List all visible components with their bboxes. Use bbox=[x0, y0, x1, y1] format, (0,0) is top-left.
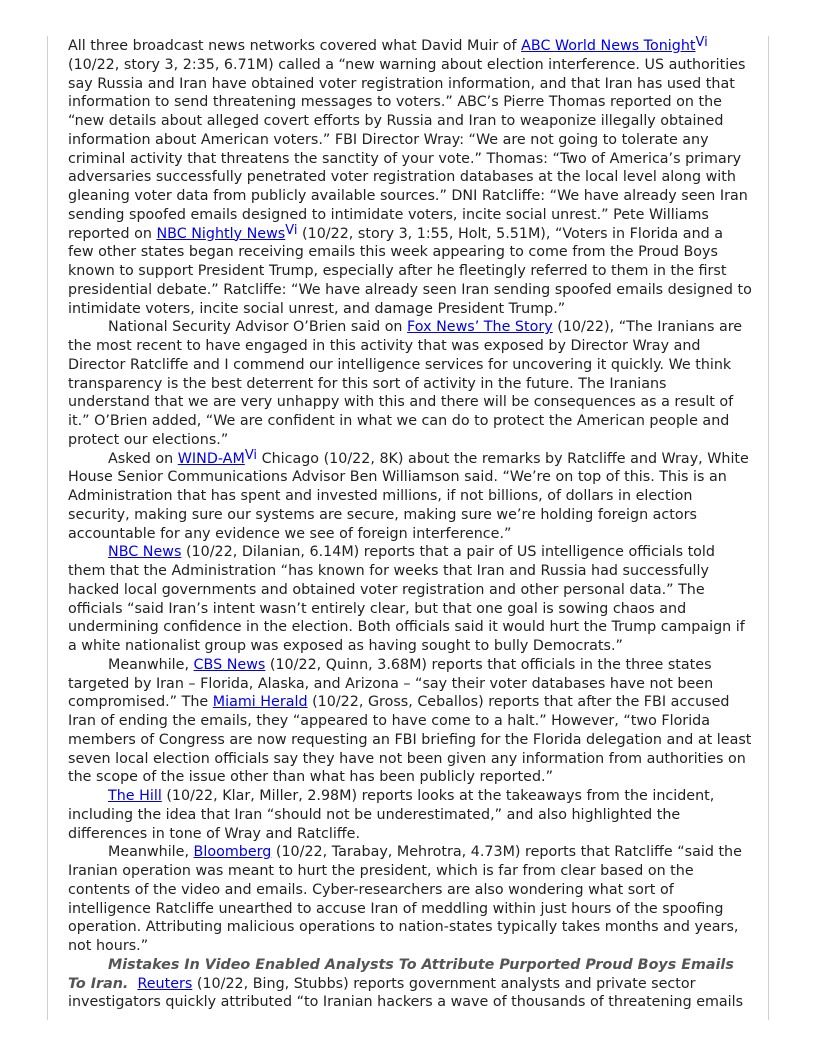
paragraph-the-hill: The Hill (10/22, Klar, Miller, 2.98M) reports looks at the takeaways from the incident, including the idea that Iran “should not be underestimated,” and also highlighted the differences in tone of Wray and Ratcliffe. bbox=[68, 788, 715, 842]
paragraph-cbs-miami: Meanwhile, CBS News (10/22, Quinn, 3.68M) reports that officials in the three states targeted by Iran – Florida, Alaska, and Arizona – “say their voter databases have not been compromised.” The Miami Herald (10/22, Gross, Ceballos) reports that after the FBI accused Iran of ending the emails, they “appeared to have come to a halt.” However, “two Florida members of Congress are now requesting an FBI briefing for the Florida delegation and at least seven local election officials say they have not been given any information from authorities on the scope of the issue other than what has been publicly reported.” bbox=[68, 656, 752, 786]
section-headline: Mistakes In Video Enabled Analysts To Attribute Purported Proud Boys Emails To Iran. bbox=[68, 956, 734, 992]
nbc-nightly-news-link[interactable]: NBC Nightly News bbox=[156, 225, 286, 242]
video-icon[interactable]: Vi bbox=[244, 447, 258, 463]
wind-am-link[interactable]: WIND-AM bbox=[177, 450, 245, 467]
bloomberg-link[interactable]: Bloomberg bbox=[193, 844, 272, 861]
nbc-news-link[interactable]: NBC News bbox=[108, 544, 182, 561]
right-margin-rule bbox=[768, 36, 769, 1020]
fox-news-the-story-link[interactable]: Fox News’ The Story bbox=[407, 319, 553, 336]
miami-herald-link[interactable]: Miami Herald bbox=[212, 694, 308, 711]
left-margin-rule bbox=[47, 36, 48, 1020]
video-icon[interactable]: Vi bbox=[695, 35, 708, 50]
the-hill-link[interactable]: The Hill bbox=[108, 788, 162, 804]
paragraph-bloomberg: Meanwhile, Bloomberg (10/22, Tarabay, Mehrotra, 4.73M) reports that Ratcliffe “said the Iranian operation was meant to hurt the president, which is far from clear based on the contents of the video and emails. Cyber-researchers are also wondering what sort of intelligence Ratcliffe unearthed to accuse Iran of meddling within just hours of the spoofing operation. Attributing malicious operations to nation-states typically takes months and years, not hours.” bbox=[68, 844, 742, 954]
reuters-link[interactable]: Reuters bbox=[137, 975, 193, 992]
abc-world-news-tonight-link[interactable]: ABC World News Tonight bbox=[521, 38, 696, 54]
paragraph-obrien: National Security Advisor O’Brien said on Fox News’ The Story (10/22), “The Iranians are the most recent to have engaged in this activity that was exposed by Director Wray and Director Ratcliffe and I commend our intelligence services for uncovering it quickly. We think transparency is the best deterrent for this sort of activity in the future. The Iranians understand that we are very unhappy with this and there will be consequences as a result of it.” O’Brien added, “We are confident in what we can do to protect the American people and protect our elections.” bbox=[68, 319, 743, 448]
paragraph-nbc-news: NBC News (10/22, Dilanian, 6.14M) reports that a pair of US intelligence officials told them that the Administration “has known for weeks that Iran and Russia had successfully hacked local governments and obtained voter registration and other personal data.” The officials “said Iran’s intent wasn’t entirely clear, but that one goal is sowing chaos and undermining confidence in the election. Both officials said it would hurt the Trump campaign if a white nationalist group was exposed as having sought to bully Democrats.” bbox=[68, 544, 745, 654]
paragraph-reuters: Mistakes In Video Enabled Analysts To Attribute Purported Proud Boys Emails To Iran. Reuters (10/22, Bing, Stubbs) reports government analysts and private sector investigators quickly attributed “to Iranian hackers a wave of thousands of threatening emails bbox=[68, 956, 744, 1011]
paragraph-broadcast-coverage: All three broadcast news networks covered what David Muir of ABC World News Tonight$^{Vi}$ (10/22, story 3, 2:35, 6.71M) called a “new warning about election interference. US authorities say Russia and Iran have obtained voter registration information, and that Iran has used that information to send threatening messages to voters.” ABC’s Pierre Thomas reported on the “new details about alleged covert efforts by Russia and Iran to weaponize illegally obtained information about American voters.” FBI Director Wray: “We are not going to tolerate any criminal activity that threatens the sanctity of your vote.” Thomas: “Two of America’s primary adversaries successfully penetrated voter registration databases at the local level along with gleaning voter data from publicly available sources.” DNI Ratcliffe: “We have already seen Iran sending spoofed emails designed to intimidate voters, incite social unrest.” Pete Williams reported on NBC Nightly News$^{Vi}$ (10/22, story 3, 1:55, Holt, 5.51M), “Voters in Florida and a few other states began receiving emails this week appearing to come from the Proud Boys known to support President Trump, especially after he fleetingly referred to them in the first presidential debate.” Ratcliffe: “We have already seen Iran sending spoofed emails designed to intimidate voters, incite social unrest, and damage President Trump.” bbox=[68, 35, 752, 317]
paragraph-williamson: Asked on WIND-$AM^{Vi}$ Chicago (10/22, 8K) about the remarks by Ratcliffe and Wray, White House Senior Communications Advisor Ben Williamson said. “We’re on top of this. This is an Administration that has spent and invested millions, if not billions, of dollars in election security, making sure our systems are secure, making sure we’re holding foreign actors accountable for any evidence we see of foreign interference.” bbox=[68, 447, 749, 542]
cbs-news-link[interactable]: CBS News bbox=[193, 656, 266, 673]
video-icon[interactable]: Vi bbox=[285, 222, 298, 238]
document-body bbox=[68, 37, 752, 1012]
